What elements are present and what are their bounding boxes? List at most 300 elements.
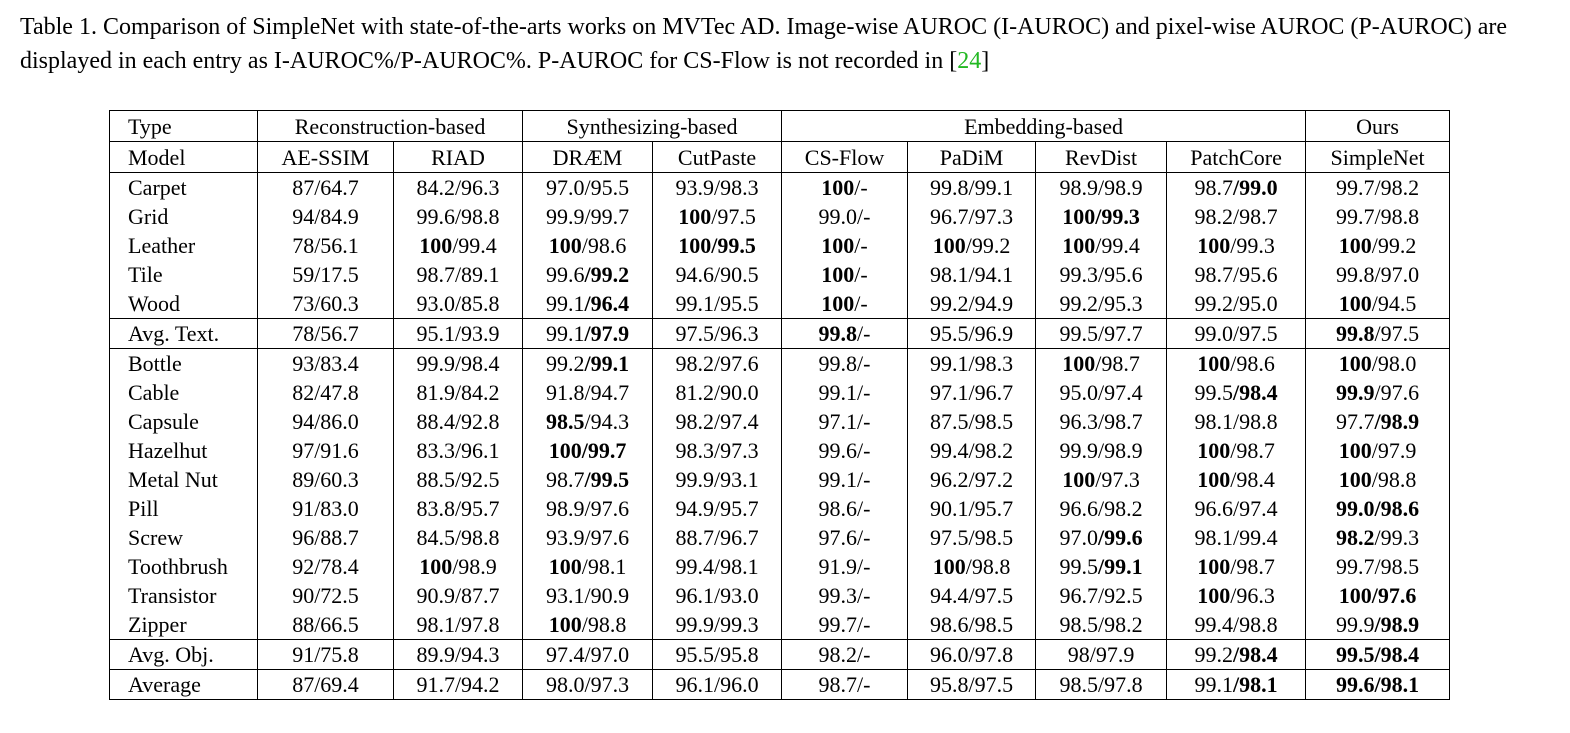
table-cell [523,465,653,494]
table-cell [908,523,1036,552]
i-auroc-value: 98.3 [675,438,714,463]
table-cell [782,407,908,436]
p-auroc-value: /- [857,672,871,697]
row-label: Carpet [110,173,258,203]
p-auroc-value: /97.6 [713,351,759,376]
table-cell [908,581,1036,610]
table-cell [258,407,394,436]
p-auroc-value: /98.5 [968,612,1014,637]
table-cell [258,349,394,379]
column-header: PatchCore [1167,142,1306,173]
table-cell [782,202,908,231]
i-auroc-value: 92 [292,554,315,579]
column-header: RevDist [1036,142,1167,173]
i-auroc-value: 100 [821,262,855,287]
column-header: PaDiM [908,142,1036,173]
p-auroc-value: /94.3 [584,409,630,434]
row-label: Screw [110,523,258,552]
table-cell [1306,349,1450,379]
p-auroc-value: /72.5 [314,583,359,608]
i-auroc-value: 99.4 [1194,612,1233,637]
p-auroc-value: /83.0 [314,496,359,521]
table-cell [1036,494,1167,523]
table-cell [908,319,1036,349]
caption-close: ] [981,48,990,74]
p-auroc-value: /84.9 [314,204,359,229]
i-auroc-value: 100 [1197,583,1231,608]
p-auroc-value: /97.4 [1232,496,1278,521]
p-auroc-value: /98.5 [968,525,1014,550]
table-row [110,173,1450,203]
table-cell [1306,465,1450,494]
p-auroc-value: /98.8 [581,612,627,637]
p-auroc-value: /91.6 [314,438,359,463]
column-header: SimpleNet [1306,142,1450,173]
i-auroc-value: 94 [292,409,315,434]
p-auroc-value: /99.7 [581,438,627,463]
p-auroc-value: /97.6 [584,496,630,521]
citation-link[interactable]: 24 [957,48,982,74]
table-cell [908,202,1036,231]
p-auroc-value: /95.7 [454,496,500,521]
table-cell [523,640,653,670]
i-auroc-value: 96.1 [675,672,714,697]
table-cell [1036,202,1167,231]
i-auroc-value: 99.6 [416,204,455,229]
i-auroc-value: 96 [292,525,315,550]
table-cell [1036,640,1167,670]
p-auroc-value: /- [857,525,871,550]
i-auroc-value: 100 [419,233,453,258]
i-auroc-value: 90.1 [929,496,969,521]
p-auroc-value: /98.7 [1095,351,1140,376]
p-auroc-value: /66.5 [314,612,359,637]
p-auroc-value: /98.1 [581,554,627,579]
i-auroc-value: 99.7 [818,612,858,637]
p-auroc-value: /90.0 [713,380,759,405]
p-auroc-value: /98.5 [1374,554,1420,579]
table-cell [394,610,523,640]
table-cell [258,436,394,465]
p-auroc-value: /97.0 [584,642,630,667]
row-label: Average [110,670,258,700]
table-caption [20,10,1555,78]
i-auroc-value: 99.1 [1194,672,1233,697]
table-cell [782,349,908,379]
p-auroc-value: /97.7 [1097,321,1143,346]
table-row [110,670,1450,700]
table-cell [908,231,1036,260]
table-row [110,202,1450,231]
p-auroc-value: /99.0 [1232,175,1278,200]
row-label: Hazelhut [110,436,258,465]
i-auroc-value: 98 [1067,642,1090,667]
table-row [110,407,1450,436]
i-auroc-value: 99.6 [1336,672,1375,697]
table-row [110,319,1450,349]
i-auroc-value: 96.1 [675,583,714,608]
table-cell [523,436,653,465]
i-auroc-value: 83.8 [416,496,455,521]
table-cell [394,319,523,349]
i-auroc-value: 99.4 [675,554,714,579]
p-auroc-value: /99.4 [1095,233,1140,258]
p-auroc-value: /99.5 [584,467,630,492]
p-auroc-value: /93.9 [454,321,500,346]
i-auroc-value: 96.6 [1059,496,1098,521]
p-auroc-value: /92.5 [454,467,500,492]
p-auroc-value: /- [857,321,871,346]
i-auroc-value: 97.0 [545,175,585,200]
p-auroc-value: /97.2 [968,467,1014,492]
p-auroc-value: /90.9 [584,583,630,608]
i-auroc-value: 96.3 [1059,409,1098,434]
row-label: Avg. Text. [110,319,258,349]
i-auroc-value: 100 [932,233,966,258]
p-auroc-value: /98.8 [454,204,500,229]
column-header: AE-SSIM [258,142,394,173]
p-auroc-value: /98.2 [1097,496,1143,521]
i-auroc-value: 93.9 [545,525,585,550]
p-auroc-value: /95.7 [968,496,1014,521]
table-cell [908,407,1036,436]
p-auroc-value: /98.8 [454,525,500,550]
table-cell [394,640,523,670]
table-cell [782,523,908,552]
i-auroc-value: 98.6 [818,496,858,521]
p-auroc-value: /97.5 [968,583,1014,608]
p-auroc-value: /98.1 [1374,672,1420,697]
table-cell [653,523,782,552]
p-auroc-value: /95.6 [1232,262,1278,287]
table-cell [1036,581,1167,610]
p-auroc-value: /56.1 [314,233,359,258]
p-auroc-value: /95.7 [713,496,759,521]
p-auroc-value: /98.4 [1232,642,1278,667]
table-cell [653,465,782,494]
table-cell [1306,260,1450,289]
i-auroc-value: 99.8 [1336,262,1375,287]
table-cell [258,231,394,260]
p-auroc-value: /- [857,554,871,579]
i-auroc-value: 100 [548,438,582,463]
table-cell [394,494,523,523]
row-label: Pill [110,494,258,523]
i-auroc-value: 100 [821,175,855,200]
table-cell [653,231,782,260]
i-auroc-value: 99.8 [818,351,858,376]
i-auroc-value: 98.2 [675,351,714,376]
p-auroc-value: /96.3 [1230,583,1275,608]
p-auroc-value: /69.4 [314,672,359,697]
i-auroc-value: 99.7 [1336,554,1375,579]
i-auroc-value: 100 [1338,291,1372,316]
p-auroc-value: /99.4 [452,233,497,258]
table-cell [394,260,523,289]
p-auroc-value: /96.0 [713,672,759,697]
p-auroc-value: /97.4 [1097,380,1143,405]
p-auroc-value: /98.9 [1374,409,1420,434]
i-auroc-value: 91.7 [416,672,455,697]
i-auroc-value: 99.4 [929,438,969,463]
table-cell [653,610,782,640]
row-label: Bottle [110,349,258,379]
table-cell [1167,523,1306,552]
table-cell [523,378,653,407]
i-auroc-value: 98.1 [1194,409,1233,434]
p-auroc-value: /98.2 [1374,175,1420,200]
group-header-row [110,111,1450,142]
i-auroc-value: 81.2 [675,380,714,405]
i-auroc-value: 98.2 [818,642,858,667]
i-auroc-value: 97.4 [545,642,585,667]
i-auroc-value: 84.2 [416,175,455,200]
table-cell [1036,349,1167,379]
p-auroc-value: /98.6 [1230,351,1275,376]
p-auroc-value: /99.3 [1095,204,1140,229]
table-cell [394,349,523,379]
i-auroc-value: 90.9 [416,583,455,608]
p-auroc-value: /98.8 [1232,612,1278,637]
p-auroc-value: /99.1 [1097,554,1143,579]
p-auroc-value: /98.3 [968,351,1014,376]
i-auroc-value: 78 [292,321,315,346]
i-auroc-value: 99.1 [675,291,714,316]
table-cell [258,378,394,407]
table-cell [1306,581,1450,610]
table-cell [394,552,523,581]
row-label: Wood [110,289,258,319]
p-auroc-value: /99.3 [1230,233,1275,258]
i-auroc-value: 81.9 [416,380,455,405]
table-cell [1306,202,1450,231]
table-cell [653,581,782,610]
i-auroc-value: 99.3 [1059,262,1098,287]
i-auroc-value: 99.0 [1194,321,1233,346]
p-auroc-value: /- [857,204,871,229]
table-cell [1167,319,1306,349]
p-auroc-value: /- [857,467,871,492]
table-cell [782,670,908,700]
p-auroc-value: /97.4 [713,409,759,434]
i-auroc-value: 87.5 [929,409,969,434]
p-auroc-value: /98.2 [968,438,1014,463]
table-cell [258,581,394,610]
i-auroc-value: 87 [292,672,315,697]
table-cell [394,523,523,552]
i-auroc-value: 99.1 [818,467,858,492]
i-auroc-value: 95.5 [929,321,969,346]
table-cell [1306,670,1450,700]
table-cell [908,610,1036,640]
p-auroc-value: /97.0 [1374,262,1420,287]
table-cell [258,289,394,319]
i-auroc-value: 99.9 [1059,438,1098,463]
i-auroc-value: 98.1 [929,262,969,287]
p-auroc-value: /98.8 [965,554,1011,579]
p-auroc-value: /93.1 [713,467,759,492]
p-auroc-value: /97.9 [1371,438,1417,463]
table-cell [258,610,394,640]
table-cell [782,436,908,465]
p-auroc-value: /94.9 [968,291,1014,316]
column-header: Model [110,142,258,173]
p-auroc-value: /98.7 [1230,438,1275,463]
i-auroc-value: 99.9 [675,467,714,492]
p-auroc-value: /- [854,175,868,200]
i-auroc-value: 99.8 [1336,321,1375,346]
i-auroc-value: 93 [292,351,315,376]
p-auroc-value: /98.0 [1371,351,1417,376]
p-auroc-value: /99.3 [1374,525,1420,550]
p-auroc-value: /98.7 [1232,204,1278,229]
p-auroc-value: /97.3 [584,672,630,697]
table-cell [523,581,653,610]
table-cell [1306,407,1450,436]
p-auroc-value: /90.5 [713,262,759,287]
i-auroc-value: 99.9 [416,351,455,376]
i-auroc-value: 100 [678,233,712,258]
i-auroc-value: 100 [1197,467,1231,492]
i-auroc-value: 100 [419,554,453,579]
table-cell [1167,260,1306,289]
p-auroc-value: /97.5 [711,204,756,229]
group-header: Synthesizing-based [523,111,782,142]
table-cell [782,465,908,494]
i-auroc-value: 98.1 [416,612,455,637]
i-auroc-value: 99.9 [1336,612,1375,637]
p-auroc-value: /97.3 [713,438,759,463]
i-auroc-value: 96.7 [929,204,969,229]
i-auroc-value: 95.1 [416,321,455,346]
p-auroc-value: /99.3 [713,612,759,637]
i-auroc-value: 98.2 [675,409,714,434]
i-auroc-value: 100 [1062,233,1096,258]
table-cell [1306,494,1450,523]
i-auroc-value: 98.5 [1059,612,1098,637]
table-row [110,523,1450,552]
i-auroc-value: 59 [292,262,315,287]
table-cell [523,319,653,349]
p-auroc-value: /99.1 [584,351,630,376]
i-auroc-value: 100 [1338,438,1372,463]
p-auroc-value: /92.8 [454,409,500,434]
i-auroc-value: 97.6 [818,525,858,550]
table-cell [1036,260,1167,289]
p-auroc-value: /60.3 [314,291,359,316]
p-auroc-value: /98.8 [1232,409,1278,434]
i-auroc-value: 99.6 [818,438,858,463]
p-auroc-value: /97.3 [968,204,1014,229]
i-auroc-value: 99.0 [1336,496,1375,521]
model-header-row [110,142,1450,173]
p-auroc-value: /99.2 [584,262,630,287]
table-cell [908,552,1036,581]
i-auroc-value: 93.0 [416,291,455,316]
p-auroc-value: /56.7 [314,321,359,346]
i-auroc-value: 88.7 [675,525,714,550]
row-label: Tile [110,260,258,289]
table-cell [908,670,1036,700]
table-cell [1306,378,1450,407]
table-cell [782,378,908,407]
i-auroc-value: 99.1 [545,321,585,346]
i-auroc-value: 100 [548,612,582,637]
table-cell [782,552,908,581]
i-auroc-value: 100 [548,554,582,579]
p-auroc-value: /- [857,380,871,405]
i-auroc-value: 99.2 [929,291,969,316]
table-row [110,610,1450,640]
i-auroc-value: 99.2 [545,351,585,376]
table-cell [653,670,782,700]
p-auroc-value: /86.0 [314,409,359,434]
i-auroc-value: 95.5 [675,642,714,667]
p-auroc-value: /97.6 [584,525,630,550]
i-auroc-value: 100 [1197,351,1231,376]
table-cell [653,289,782,319]
i-auroc-value: 99.2 [1194,291,1233,316]
table-cell [653,407,782,436]
p-auroc-value: /95.5 [713,291,759,316]
i-auroc-value: 97.0 [1059,525,1098,550]
i-auroc-value: 99.0 [818,204,858,229]
table-cell [782,640,908,670]
table-cell [523,173,653,203]
table-cell [653,436,782,465]
row-label: Capsule [110,407,258,436]
i-auroc-value: 99.6 [545,262,585,287]
i-auroc-value: 94 [292,204,315,229]
table-cell [908,289,1036,319]
table-cell [1306,436,1450,465]
i-auroc-value: 93.9 [675,175,714,200]
p-auroc-value: /- [854,291,868,316]
p-auroc-value: /85.8 [454,291,500,316]
p-auroc-value: /97.5 [1374,321,1420,346]
table-cell [1167,670,1306,700]
p-auroc-value: /- [857,351,871,376]
p-auroc-value: /97.5 [968,672,1014,697]
i-auroc-value: 100 [1062,351,1096,376]
table-row [110,260,1450,289]
table-cell [782,581,908,610]
p-auroc-value: /96.4 [584,291,630,316]
row-label: Leather [110,231,258,260]
i-auroc-value: 98.9 [1059,175,1098,200]
p-auroc-value: /47.8 [314,380,359,405]
group-header: Ours [1306,111,1450,142]
p-auroc-value: /99.6 [1097,525,1143,550]
table-cell [258,260,394,289]
p-auroc-value: /96.9 [968,321,1014,346]
i-auroc-value: 94.4 [929,583,969,608]
p-auroc-value: /95.5 [584,175,630,200]
row-label: Avg. Obj. [110,640,258,670]
table-cell [908,465,1036,494]
i-auroc-value: 100 [1338,351,1372,376]
table-cell [1167,640,1306,670]
column-header: DRÆM [523,142,653,173]
p-auroc-value: /97.8 [454,612,500,637]
table-row [110,640,1450,670]
i-auroc-value: 98.2 [1194,204,1233,229]
column-header: CS-Flow [782,142,908,173]
row-label: Transistor [110,581,258,610]
i-auroc-value: 100 [678,204,712,229]
table-cell [1167,581,1306,610]
row-label: Cable [110,378,258,407]
